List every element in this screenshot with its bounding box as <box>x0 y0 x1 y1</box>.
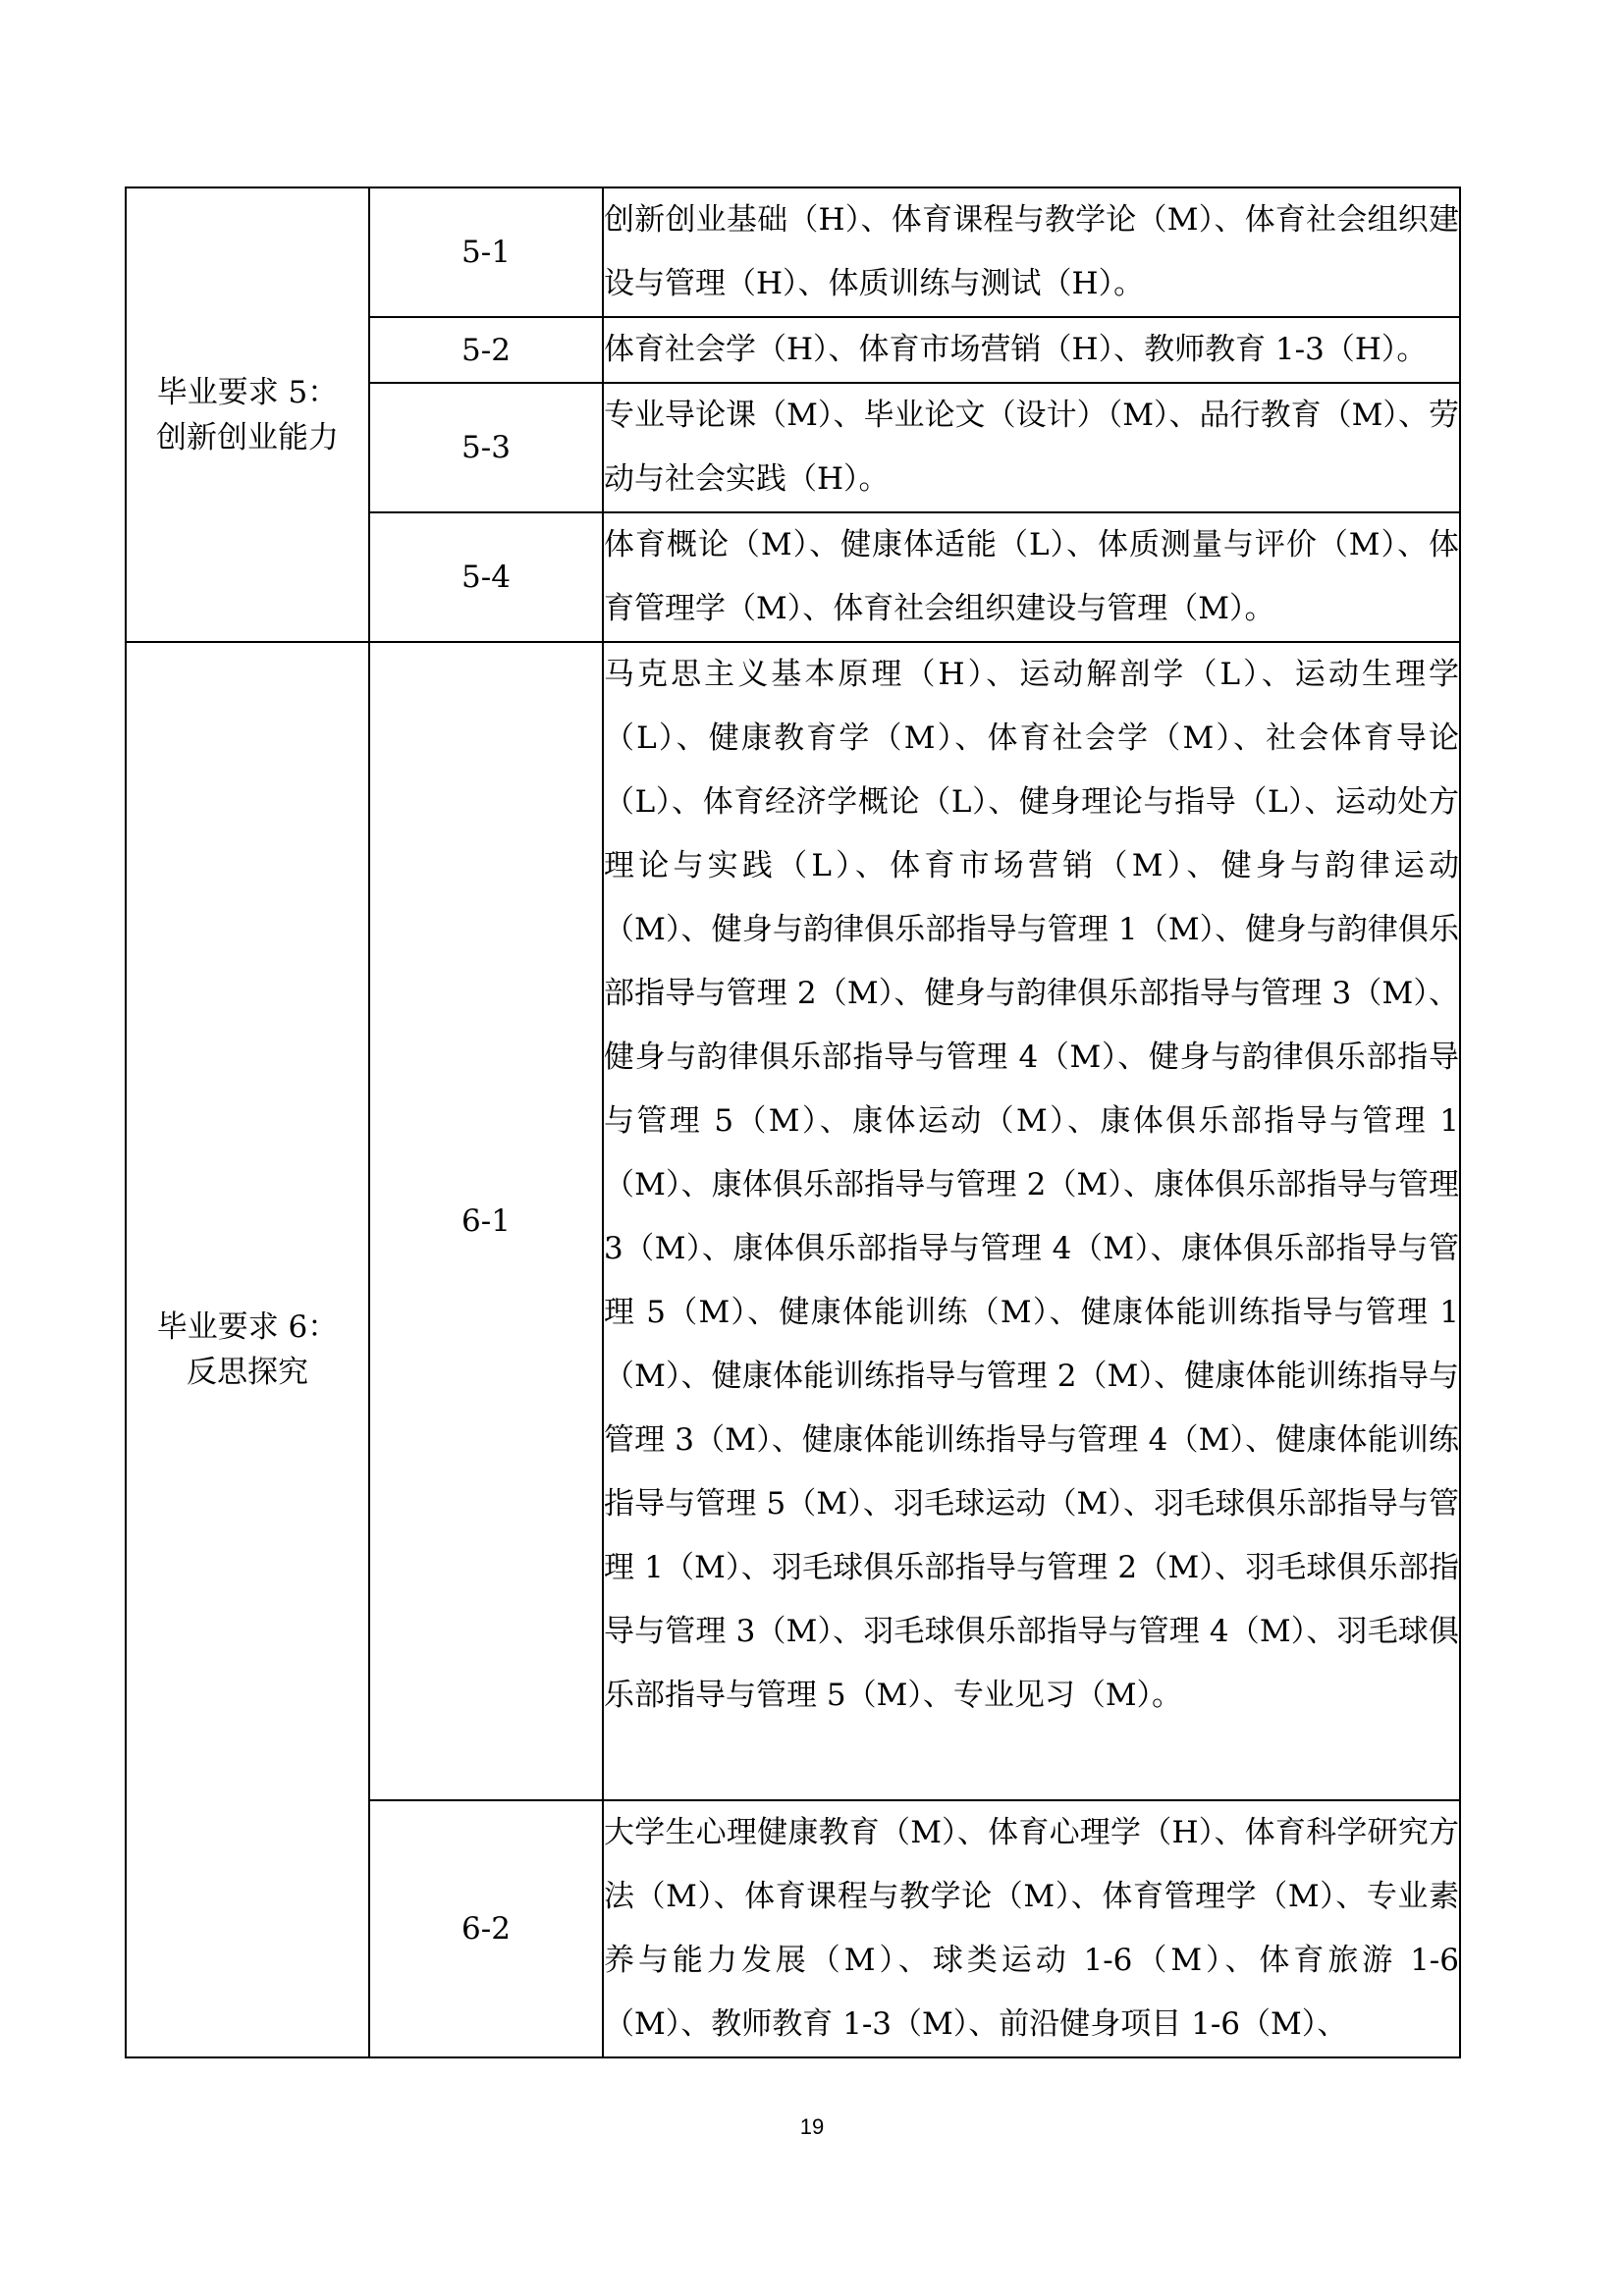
sub-requirement-id: 6-1 <box>369 642 603 1800</box>
requirement-6-cell <box>126 642 369 2057</box>
supporting-courses: 专业导论课（M）、毕业论文（设计）（M）、品行教育（M）、劳动与社会实践（H）。 <box>603 383 1460 512</box>
table-row <box>126 187 1460 317</box>
sub-requirement-id: 5-2 <box>369 317 603 383</box>
requirement-6-line1: 毕业要求 6： <box>156 1309 339 1345</box>
page-number: 19 <box>799 2114 825 2139</box>
sub-requirement-id: 5-4 <box>369 512 603 642</box>
requirement-5-line1: 毕业要求 5： <box>156 374 339 410</box>
requirement-5-line2: 创新创业能力 <box>156 419 339 455</box>
sub-requirement-id: 5-3 <box>369 383 603 512</box>
table-row <box>126 642 1460 1800</box>
supporting-courses: 体育社会学（H）、体育市场营销（H）、教师教育 1-3（H）。 <box>603 317 1460 383</box>
supporting-courses: 马克思主义基本原理（H）、运动解剖学（L）、运动生理学（L）、健康教育学（M）、体育社会学（M）、社会体育导论（L）、体育经济学概论（L）、健身理论与指导（L）、运动处方理论与实践（L）、体育市场营销（M）、健身与韵律运动（M）、健身与韵律俱乐部指导与管理 1（M）、健身与韵律俱乐部指导与管理 2（M）、健身与韵律俱乐部指导与管理 3（M）、健身与韵律俱乐部指导与管理 4（M）、健身与韵律俱乐部指导与管理 5（M）、康体运动（M）、康体俱乐部指导与管理 1（M）、康体俱乐部指导与管理 2（M）、康体俱乐部指导与管理 3（M）、康体俱乐部指导与管理 4（M）、康体俱乐部指导与管理 5（M）、健康体能训练（M）、健康体能训练指导与管理 1（M）、健康体能训练指导与管理 2（M）、健康体能训练指导与管理 3（M）、健康体能训练指导与管理 4（M）、健康体能训练指导与管理 5（M）、羽毛球运动（M）、羽毛球俱乐部指导与管理 1（M）、羽毛球俱乐部指导与管理 2（M）、羽毛球俱乐部指导与管理 3（M）、羽毛球俱乐部指导与管理 4（M）、羽毛球俱乐部指导与管理 5（M）、专业见习（M）。 <box>603 642 1460 1800</box>
supporting-courses: 大学生心理健康教育（M）、体育心理学（H）、体育科学研究方法（M）、体育课程与教学论（M）、体育管理学（M）、专业素养与能力发展（M）、球类运动 1-6（M）、体育旅游 1-6（M）、教师教育 1-3（M）、前沿健身项目 1-6（M）、 <box>603 1800 1460 2057</box>
sub-requirement-id: 5-1 <box>369 187 603 317</box>
requirement-5-cell <box>126 187 369 642</box>
requirement-6-line2: 反思探究 <box>187 1355 308 1390</box>
supporting-courses: 体育概论（M）、健康体适能（L）、体质测量与评价（M）、体育管理学（M）、体育社会组织建设与管理（M）。 <box>603 512 1460 642</box>
sub-requirement-id: 6-2 <box>369 1800 603 2057</box>
graduation-requirements-table <box>125 187 1461 2058</box>
supporting-courses: 创新创业基础（H）、体育课程与教学论（M）、体育社会组织建设与管理（H）、体质训练与测试（H）。 <box>603 187 1460 317</box>
